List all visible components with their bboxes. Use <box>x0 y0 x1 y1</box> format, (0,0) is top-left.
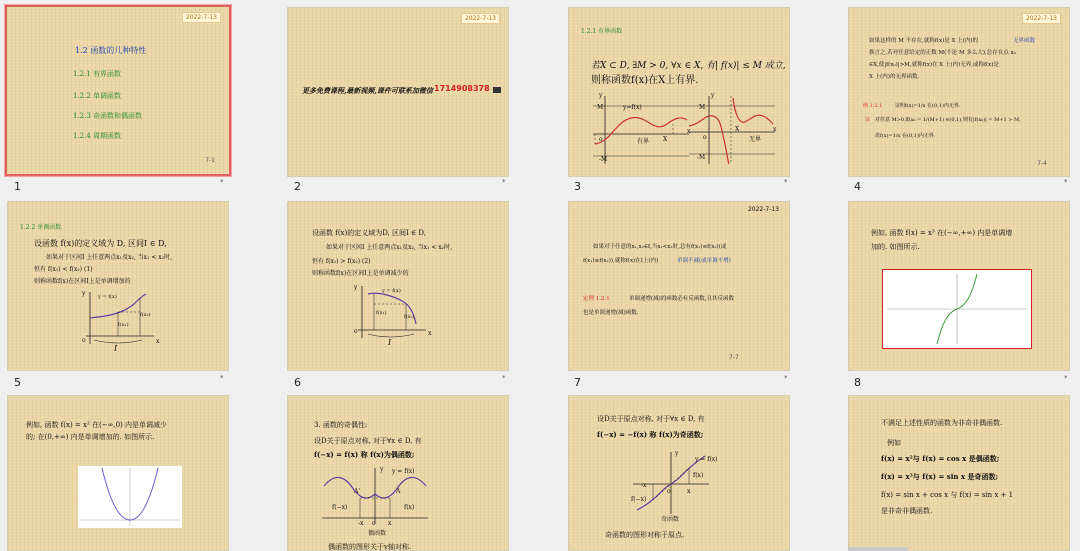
star-icon: * <box>220 374 224 382</box>
label-x: x <box>773 126 777 133</box>
page-number: 7-1 <box>205 157 215 164</box>
label-fx: f(x) <box>404 504 415 511</box>
star-icon: * <box>502 178 506 186</box>
promo-text: 更多免费课程,最新视频,课件可联系加微信 <box>302 86 433 95</box>
label-M: M <box>699 104 706 111</box>
text-line-1: 3. 函数的奇偶性: <box>314 421 368 429</box>
keyword-unbounded: 无界函数 <box>1013 38 1036 44</box>
slide-number-4: 4 <box>854 180 861 193</box>
slide-date: 2022-7-13 <box>461 13 500 24</box>
text-line-2: 设D关于原点对称, 对于∀x ∈ D, 有 <box>314 437 422 445</box>
slide-number-8: 8 <box>854 376 861 389</box>
text-line-1: 不满足上述性质的函数为非奇非偶函数. <box>881 419 1003 427</box>
paragraph-line-2: 换言之,若对任意给定的正数 M(不论 M 多么大),总存在点 x₀ <box>869 50 1016 56</box>
label-o: o <box>667 488 671 495</box>
slide-thumbnail-8[interactable] <box>848 201 1070 371</box>
star-icon: * <box>784 178 788 186</box>
slide-heading: 1.2.2 单调函数 <box>20 224 62 231</box>
text-line-3: f(x) = x²与 f(x) = cos x 是偶函数; <box>881 454 1000 463</box>
definition-line-2: 则称函数f(x)在X上有界. <box>591 75 699 86</box>
label-y: y <box>380 466 384 473</box>
definition-line-1: 设函数 f(x)的定义域为D, 区间I ∈ D, <box>312 229 427 237</box>
star-icon: * <box>1064 178 1068 186</box>
star-icon: * <box>220 178 224 186</box>
slide-thumbnail-4[interactable] <box>848 7 1070 177</box>
definition-line-3: 恒有 f(x₁) < f(x₂) (1) <box>34 266 93 273</box>
definition-line-2: 如果对于区间I 上任意两点x₁及x₂, 当x₁ < x₂时, <box>46 254 172 261</box>
label-y: y <box>711 92 715 99</box>
label-fx: f(x) <box>693 472 704 479</box>
slide-thumbnail-6[interactable] <box>287 201 509 371</box>
section-title: 1.2 函数的几种特性 <box>75 46 147 55</box>
label-y: y <box>599 92 603 99</box>
slide-thumbnail-10[interactable] <box>287 395 509 551</box>
definition-line-4: 则称函数f(x)在区间I上是单调增加的 <box>34 278 131 285</box>
text-line-2: 例如 <box>887 439 901 447</box>
label-I: I <box>114 344 118 353</box>
toc-item-1: 1.2.1 有界函数 <box>73 70 122 78</box>
slide-thumbnail-7[interactable] <box>568 201 790 371</box>
text-line-2: 的; 在(0,+∞) 内是单调增加的. 如图所示. <box>26 433 155 441</box>
paragraph-line-1: 如果这样的 M 不存在,就称f(x)是 X 上(内)的 <box>869 38 979 44</box>
label-o: o <box>703 134 707 141</box>
promo-number: 1714908378 <box>434 84 490 93</box>
keyword-monotone: 单调不减(或单调不增) <box>677 258 731 264</box>
slide-thumbnail-3[interactable] <box>568 7 790 177</box>
label-yfx: y = f(x) <box>382 288 401 294</box>
label-X: X <box>663 136 668 143</box>
label-y: y <box>675 450 679 457</box>
slide-number-1: 1 <box>14 180 21 193</box>
example-label: 例 1.2.1 <box>863 103 883 109</box>
text-line-1: 设D关于原点对称, 对于∀x ∈ D, 有 <box>597 415 705 423</box>
label-o: o <box>599 136 603 143</box>
label-odd-function: 奇函数 <box>661 516 680 523</box>
page-number: 7-4 <box>1037 160 1047 167</box>
paragraph-line-3: ∈X,使|f(x₀)|>M,就称f(x)在 X 上(内)无界,或称f(x)是 <box>869 62 999 68</box>
label-unbounded: 无界 <box>749 136 762 143</box>
label-x: x <box>388 520 392 527</box>
slide-number-7: 7 <box>574 376 581 389</box>
horizontal-scrollbar[interactable] <box>848 547 908 551</box>
theorem-line-2: 也是单调递增(减)函数. <box>583 310 639 316</box>
label-x: x <box>428 330 432 337</box>
label-f-neg-x: f(−x) <box>332 504 348 511</box>
slide-number-3: 3 <box>574 180 581 193</box>
definition-line-1: 若X ⊂ D, ∃M > 0, ∀x ∈ X, 有| f(x)| ≤ M 成立, <box>591 61 786 71</box>
slide-heading: 1.2.1 有界函数 <box>581 28 623 35</box>
text-line-2: f(−x) = −f(x) 称 f(x)为奇函数; <box>597 430 704 439</box>
proof-label: 证 <box>865 117 871 123</box>
footnote: 奇函数的图形对称于原点. <box>605 531 685 539</box>
definition-line-1: 设函数 f(x)的定义域为 D, 区间I ∈ D, <box>34 239 167 248</box>
label-M: M <box>597 104 604 111</box>
paragraph-line-4: X 上(内)的无界函数. <box>869 74 920 80</box>
slide-date: 2022-7-13 <box>747 206 779 213</box>
theorem-line-1: 单调递增(减)的函数必有反函数,且其反函数 <box>629 296 735 302</box>
example-text: 证明f(x)=1/x 在(0,1)内无界. <box>895 103 961 109</box>
label-f1: f(x₁) <box>118 322 129 328</box>
label-x: x <box>687 128 691 135</box>
increasing-graph <box>78 290 158 348</box>
slide-date: 2022-7-13 <box>182 12 221 23</box>
label-X: X <box>735 126 740 133</box>
star-icon: * <box>1064 374 1068 382</box>
label-neg-x: -x <box>641 482 647 489</box>
label-I: I <box>388 338 392 347</box>
label-f-neg-x: f(−x) <box>631 496 647 503</box>
slide-number-6: 6 <box>294 376 301 389</box>
text-line-1: 例如, 函数 f(x) = x³ 在(−∞,+∞) 内是单调增 <box>871 229 1013 237</box>
label-x: x <box>687 488 691 495</box>
slide-thumbnail-1[interactable] <box>5 5 231 176</box>
cubic-plot <box>882 269 1032 349</box>
proof-line-1: 对任意 M>0,取x₀ = 1/(M+1) ∈(0,1),则有|f(x₀)| = M+1 > M, <box>875 117 1021 123</box>
slide-thumbnail-11[interactable] <box>568 395 790 551</box>
proof-line-2: 故f(x)=1/x 在(0,1)内无界. <box>875 133 936 139</box>
definition-line-2: 如果对于区间I 上任意两点x₁及x₂, 当x₁ < x₂时, <box>326 244 452 251</box>
toc-item-2: 1.2.2 单调函数 <box>73 92 122 100</box>
text-line-6: 是非奇非偶函数. <box>881 507 933 515</box>
slide-date: 2022-7-13 <box>1022 13 1061 24</box>
label-yfx: y=f(x) <box>623 104 642 111</box>
paragraph-line-1: 如果对于任意的x₁,x₂∈I,当x₁<x₂时,总有f(x₁)≤f(x₂)(或 <box>593 244 727 250</box>
label-f1: f(x₁) <box>376 310 387 316</box>
label-negM: -M <box>599 156 608 163</box>
definition-line-4: 则称函数f(x)在区间I上是单调减少的 <box>312 270 409 277</box>
text-line-5: f(x) = sin x + cos x 与 f(x) = sin x + 1 <box>881 491 1014 499</box>
label-A-prime: A' <box>354 488 360 495</box>
label-o: o <box>82 337 86 344</box>
slide-thumbnail-2[interactable] <box>287 7 509 177</box>
star-icon: * <box>784 374 788 382</box>
toc-item-3: 1.2.3 奇函数和偶函数 <box>73 112 143 120</box>
label-o: o <box>354 328 358 335</box>
label-yfx: y = f(x) <box>695 456 718 463</box>
label-even-function: 偶函数 <box>368 530 387 537</box>
label-y: y <box>354 284 358 291</box>
text-line-1: 例如, 函数 f(x) = x² 在(−∞,0) 内是单调减少 <box>26 421 168 429</box>
label-yfx: y = f(x) <box>98 294 117 300</box>
label-neg-x: -x <box>358 520 364 527</box>
label-A: A <box>396 488 401 495</box>
even-function-graph <box>320 466 430 526</box>
label-bounded: 有界 <box>637 138 650 145</box>
label-negM: -M <box>697 154 706 161</box>
theorem-label: 定理 1.2.1 <box>583 296 610 302</box>
parabola-plot <box>78 466 182 528</box>
slide-thumbnail-5[interactable] <box>7 201 229 371</box>
footnote: 偶函数的图形关于y轴对称. <box>328 543 412 551</box>
text-line-3: f(−x) = f(x) 称 f(x)为偶函数; <box>314 450 415 459</box>
label-f2: f(x₂) <box>404 314 415 320</box>
slide-number-5: 5 <box>14 376 21 389</box>
definition-line-3: 恒有 f(x₁) > f(x₂) (2) <box>312 258 371 265</box>
star-icon: * <box>502 374 506 382</box>
label-x: x <box>156 338 160 345</box>
slide-number-2: 2 <box>294 180 301 193</box>
label-yfx: y = f(x) <box>392 468 415 475</box>
text-line-4: f(x) = x³与 f(x) = sin x 是奇函数; <box>881 472 999 481</box>
toc-item-4: 1.2.4 周期函数 <box>73 132 122 140</box>
label-y: y <box>82 290 86 297</box>
page-number: 7-7 <box>729 354 739 361</box>
qr-icon <box>493 87 501 93</box>
slide-thumbnail-9[interactable] <box>7 395 229 551</box>
slide-thumbnail-12[interactable] <box>848 395 1070 551</box>
text-line-2: 加的. 如图所示. <box>871 243 920 251</box>
label-f2: f(x₂) <box>140 312 151 318</box>
paragraph-line-2: f(x₁)≥f(x₂)),就称f(x)在I上(内) <box>583 258 659 264</box>
label-o: o <box>372 520 376 527</box>
